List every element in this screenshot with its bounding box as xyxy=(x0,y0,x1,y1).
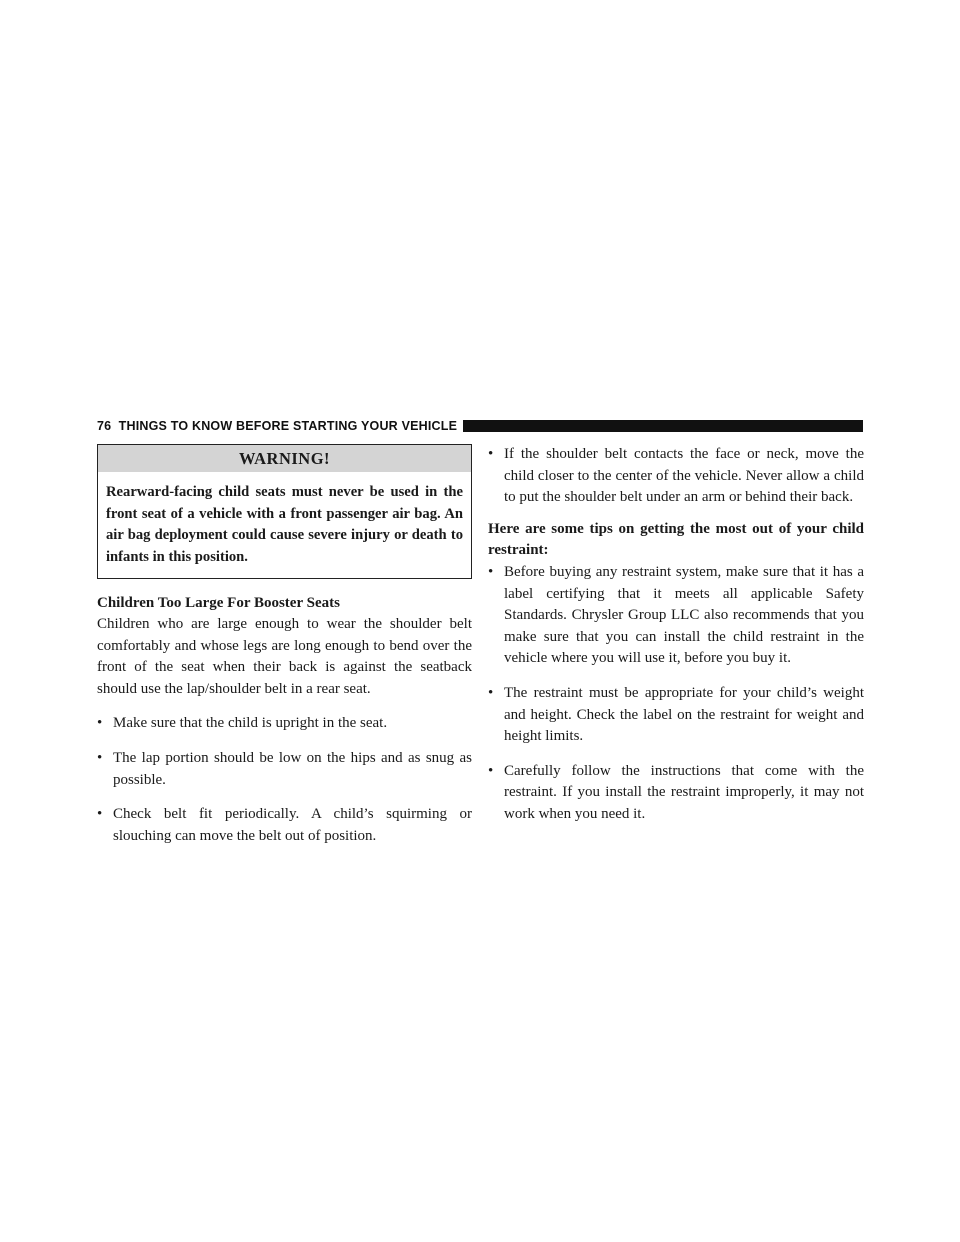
bullet-icon: • xyxy=(97,806,103,823)
warning-title: WARNING! xyxy=(98,445,471,472)
list-item xyxy=(488,683,864,748)
page-header xyxy=(97,419,863,433)
section-paragraph: Children who are large enough to wear the shoulder belt comfortably and whose legs are long enough to bend over the front of the seat when their back is against the seatback should use the lap/shoulder belt in a rear seat. xyxy=(97,616,472,697)
list-item-text: The lap portion should be low on the hips and as snug as possible. xyxy=(113,749,472,788)
tips-intro: Here are some tips on getting the most out of your child restraint: xyxy=(488,520,864,559)
section-title: THINGS TO KNOW BEFORE STARTING YOUR VEHICLE xyxy=(118,419,458,433)
list-item xyxy=(488,562,864,670)
list-item xyxy=(97,804,472,847)
tips-bullet-list xyxy=(488,562,864,826)
list-item xyxy=(97,748,472,791)
list-item-text: Carefully follow the instructions that come with the restraint. If you install the restraint improperly, it may not work when you need it. xyxy=(504,762,864,822)
list-item xyxy=(488,761,864,826)
bullet-icon: • xyxy=(97,749,103,766)
list-item-text: The restraint must be appropriate for your child’s weight and height. Check the label on the restraint for weight and height limits. xyxy=(504,684,864,745)
left-column xyxy=(97,444,472,847)
list-item-text: Check belt fit periodically. A child’s squirming or slouching can move the belt out of position. xyxy=(113,806,472,844)
list-item-text: Before buying any restraint system, make sure that it has a label certifying that it meets all applicable Safety Standards. Chrysler Group LLC also recommends that you make sure that you can install the child restraint in the vehicle where you will use it, before you buy it. xyxy=(504,563,864,667)
bullet-icon: • xyxy=(488,563,494,580)
warning-text: Rearward-facing child seats must never be used in the front seat of a vehicle with a front passenger air bag. An air bag deployment could cause severe injury or death to infants in this position. xyxy=(106,484,463,565)
list-item-text: Make sure that the child is upright in the seat. xyxy=(113,715,388,732)
left-bullet-list xyxy=(97,713,472,847)
page-number: 76 xyxy=(97,419,112,433)
right-column xyxy=(488,444,864,826)
warning-box xyxy=(97,444,472,579)
page-header-text xyxy=(97,419,457,433)
header-rule xyxy=(463,420,863,432)
section-heading: Children Too Large For Booster Seats xyxy=(97,595,340,611)
bullet-icon: • xyxy=(488,684,494,701)
list-item xyxy=(97,713,472,735)
bullet-icon: • xyxy=(488,762,494,779)
bullet-icon: • xyxy=(97,715,103,732)
right-top-bullet-list xyxy=(488,444,864,509)
list-item-text: If the shoulder belt contacts the face or neck, move the child closer to the center of the vehicle. Never allow a child to put the shoulder belt under an arm or behind their back. xyxy=(504,446,864,506)
bullet-icon: • xyxy=(488,446,494,462)
list-item xyxy=(488,444,864,509)
